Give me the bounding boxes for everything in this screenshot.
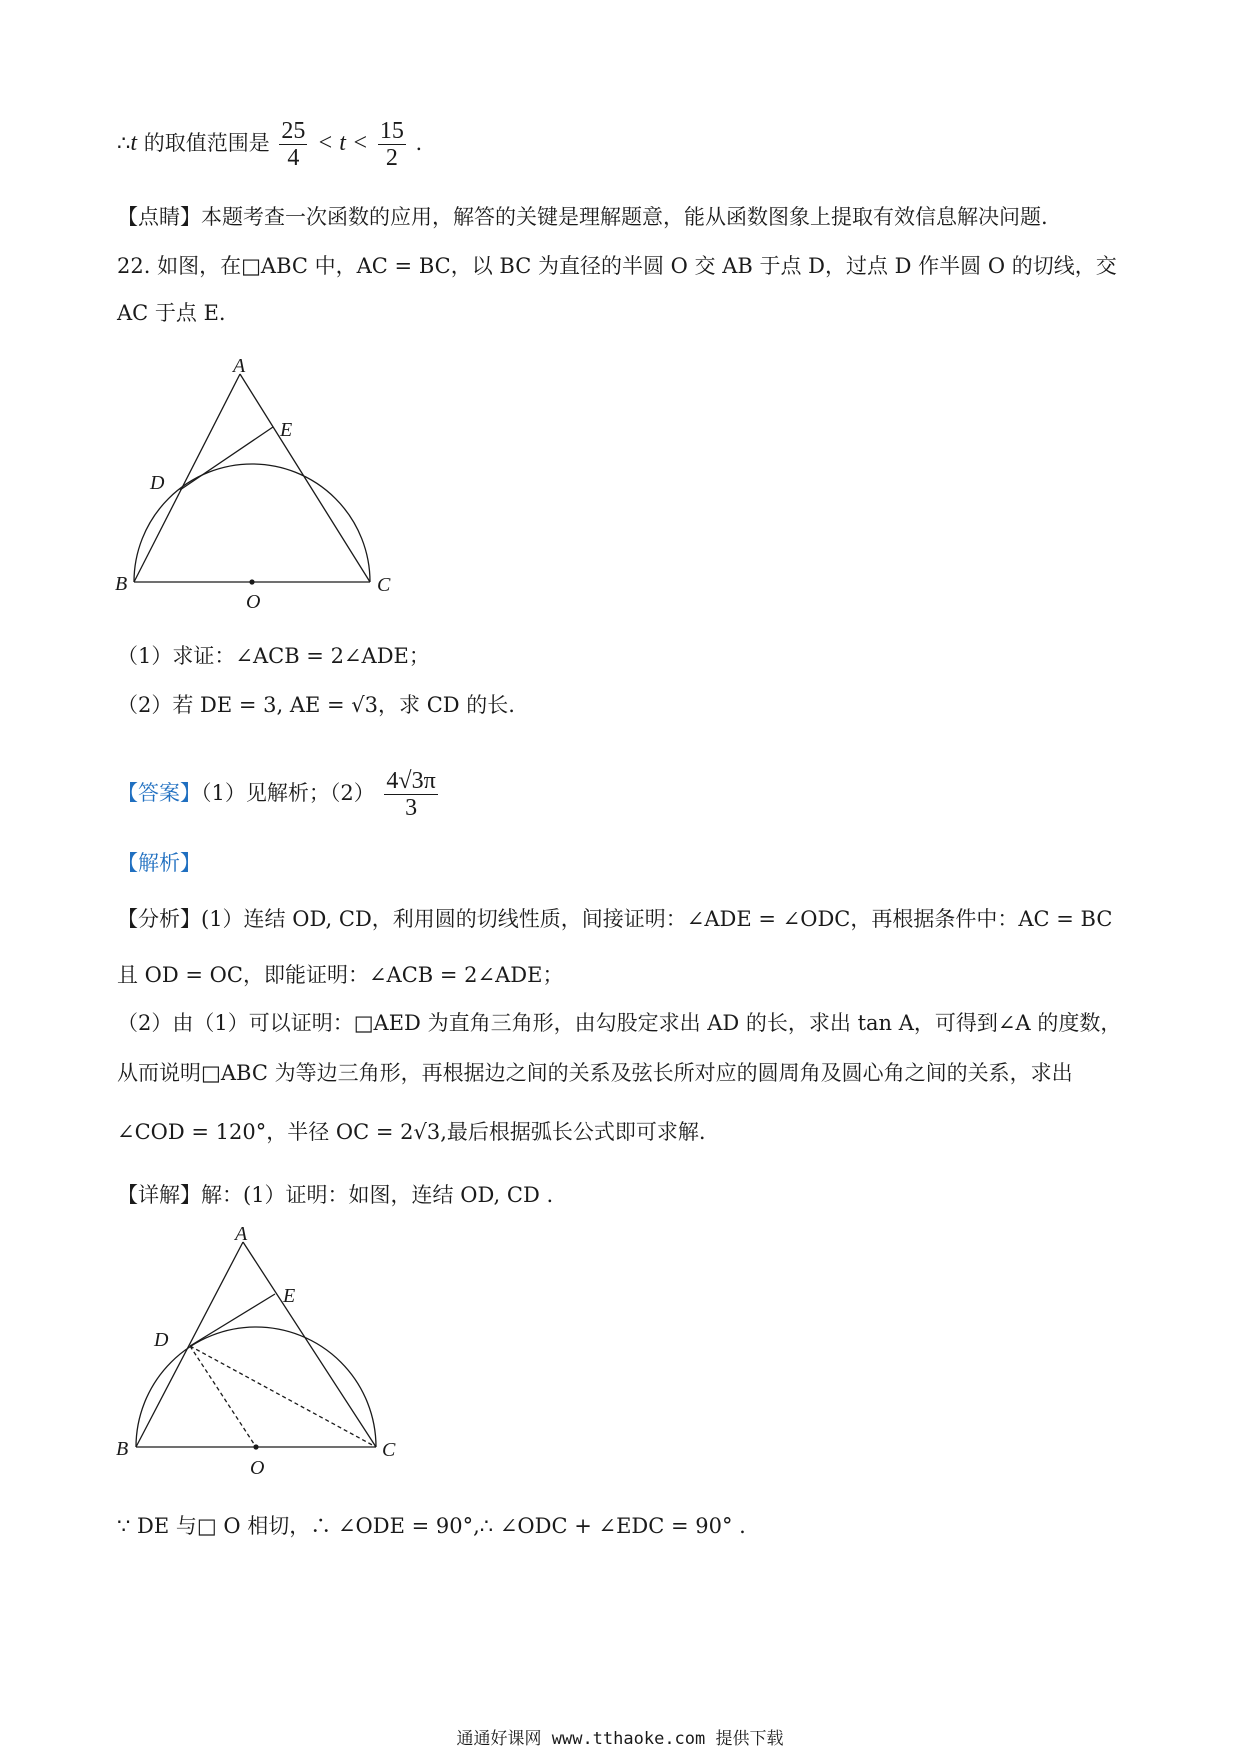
analysis-line-1: 【分析】(1）连结 OD, CD，利用圆的切线性质，间接证明：∠ADE = ∠ODC，再根据条件中：AC = BC xyxy=(117,907,1113,931)
range-text: 的取值范围是 xyxy=(143,131,270,155)
label-A: A xyxy=(233,355,246,377)
sub-question-1: （1）求证：∠ACB = 2∠ADE； xyxy=(117,644,430,668)
sub-question-2: （2）若 DE = 3, AE = √3，求 CD 的长. xyxy=(117,693,515,717)
label-D: D xyxy=(154,1329,169,1351)
final-line: ∵ DE 与□ O 相切，∴ ∠ODE = 90°,∴ ∠ODC + ∠EDC = 90° . xyxy=(117,1514,746,1538)
inequality-middle: < t < xyxy=(317,130,369,156)
answer-line xyxy=(117,768,441,821)
label-B: B xyxy=(116,1438,129,1460)
analysis-line-2: 且 OD = OC，即能证明：∠ACB = 2∠ADE； xyxy=(117,963,564,987)
label-O: O xyxy=(246,591,261,613)
analysis-line-5: ∠COD = 120°，半径 OC = 2√3,最后根据弧长公式即可求解. xyxy=(117,1120,706,1144)
figure-2-with-dashed-lines xyxy=(100,1222,430,1482)
range-line xyxy=(117,118,422,171)
therefore-symbol: ∴ xyxy=(117,131,131,155)
answer-tag: 【答案】 xyxy=(117,781,201,805)
answer-fraction: $\frac{4√3\pi}{3}$ xyxy=(386,768,436,821)
figure-1-triangle-semicircle xyxy=(100,350,430,615)
jiexi-heading: 【解析】 xyxy=(117,851,201,875)
label-D: D xyxy=(150,472,165,494)
label-C: C xyxy=(377,574,391,596)
label-E: E xyxy=(280,419,293,441)
question-22-line1: 22. 如图，在□ABC 中，AC = BC，以 BC 为直径的半圆 O 交 AB 于点 D，过点 D 作半圆 O 的切线，交 xyxy=(117,254,1117,278)
dianjing-paragraph: 【点睛】本题考查一次函数的应用，解答的关键是理解题意，能从函数图象上提取有效信息解决问题. xyxy=(117,205,1048,229)
label-B: B xyxy=(115,573,128,595)
analysis-line-4: 从而说明□ABC 为等边三角形，再根据边之间的关系及弦长所对应的圆周角及圆心角之间的关系，求出 xyxy=(117,1061,1073,1085)
variable-t: t xyxy=(130,130,138,156)
label-O: O xyxy=(250,1457,265,1479)
footer-text: 通通好课网 www.tthaoke.com 提供下载 xyxy=(456,1729,784,1749)
label-C: C xyxy=(382,1439,396,1461)
fraction-25-4: $\frac{25}{4}$ xyxy=(281,118,306,171)
answer-text: （1）见解析；（2） xyxy=(201,781,375,805)
range-period: . xyxy=(415,131,423,155)
analysis-line-3: （2）由（1）可以证明：□AED 为直角三角形，由勾股定求出 AD 的长，求出 tan A，可得到∠A 的度数， xyxy=(117,1011,1122,1035)
label-E: E xyxy=(283,1285,296,1307)
detail-line: 【详解】解：(1）证明：如图，连结 OD, CD . xyxy=(117,1183,554,1207)
question-22-line2: AC 于点 E. xyxy=(117,301,226,325)
label-A: A xyxy=(235,1223,248,1245)
fraction-15-2: $\frac{15}{2}$ xyxy=(379,118,404,171)
